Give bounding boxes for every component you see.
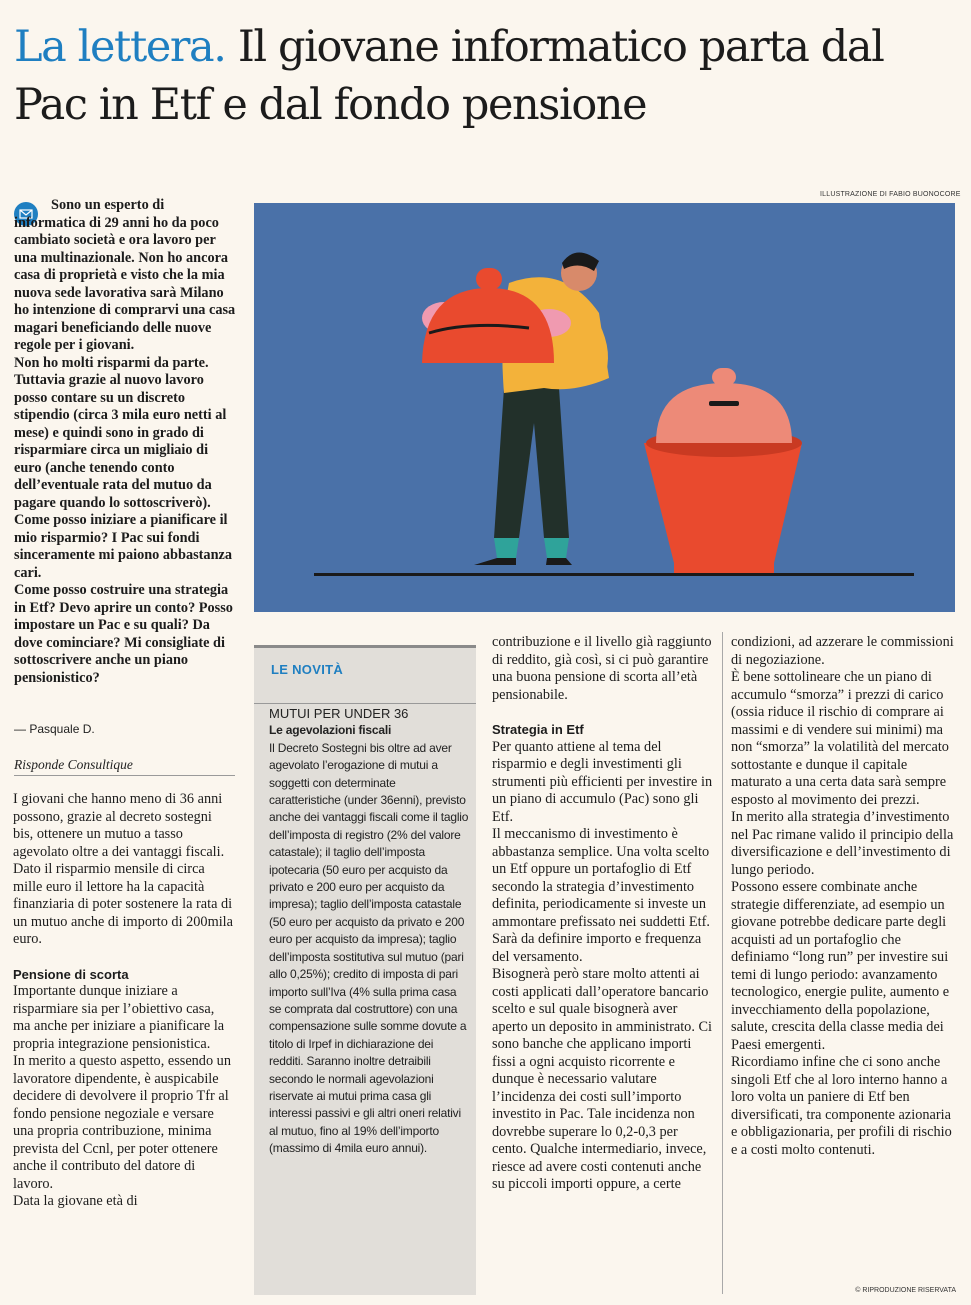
letter-paragraph: Sono un esperto di informatica di 29 anni ho da poco cambiato società e ora lavoro per una multinazionale. Non ho ancora casa di proprietà e visto che la mia nuova sede lavorativa sarà Milano ho intenzione di comprarvi una casa magari beneficiando delle nuove regole per i giovani.	[14, 197, 236, 353]
headline-title: Il giovane informatico parta dal Pac in Etf e dal fondo pensione	[14, 22, 884, 130]
letter-signature: — Pasquale D.	[14, 722, 95, 736]
answer-paragraph: Bisognerà però stare molto attenti ai costi applicati dall’operatore bancario scelto e sul quale bisognerà aver aperto un deposito in amministrato. Ci sono banche che applicano importi fissi a ogni acquisto ricorrente e dunque è necessario valutare l’incidenza dei costi sull’importo investito in Pac. Tale incidenza non dovrebbe superare lo 0,2-0,3 per cento. Qualche intermediario, invece, riesce ad avere costi contenuti anche su piccoli importi oppure, a certe	[492, 966, 712, 1192]
answer-byline: Risponde Consultique	[14, 757, 235, 776]
illustration	[254, 203, 955, 612]
answer-paragraph: Sarà da definire importo e frequenza del versamento.	[492, 931, 702, 965]
answer-paragraph: Ricordiamo infine che ci sono anche singoli Etf che al loro interno hanno a loro volta un paniere di Etf ben diversificati, tra componente azionaria e obbligazionaria, per profili di rischio e a costi molto contenuti.	[731, 1054, 952, 1158]
sidebar-text: Il Decreto Sostegni bis oltre ad aver agevolato l’erogazione di mutui a soggetti con determinate caratteristiche (under 36enni), previsto anche dei vantaggi fiscali come il taglio dell’imposta di registro (2% del valore catastale); il taglio dell’imposta ipotecaria (50 euro per acquisto da privato e 200 euro per acquisto da impresa); taglio dell’imposta catastale (50 euro per acquisto da privato e 200 euro per acquisto da impresa); taglio dell’imposta sostitutiva sul mutuo (pari allo 0,25%); credito di imposta di pari importo sull’Iva (4% sulla prima casa se comprata dal costruttore) con una compensazione sulle somme dovute a titolo di Irpef in dichiarazione dei redditi. Saranno inoltre detraibili secondo le normali agevolazioni riservate ai mutui prima casa gli interessi passivi e gli altri oneri relativi al mutuo, fino al 19% dell’importo (massimo di 4mila euro annui).	[269, 740, 469, 1156]
sidebar-subtitle: Le agevolazioni fiscali	[269, 723, 392, 738]
answer-paragraph: contribuzione e il livello già raggiunto di reddito, già così, si ci può garantire una buona pensione di scorta all’età pensionabile.	[492, 634, 712, 703]
answer-paragraph: I giovani che hanno meno di 36 anni possono, grazie al decreto sostegni bis, ottenere un mutuo a tasso agevolato oltre a dei vantaggi fiscali.	[13, 791, 225, 860]
answer-paragraph: Il meccanismo di investimento è abbastanza semplice. Una volta scelto un Etf oppure un portafoglio di Etf secondo la strategia d’investimento definita, periodicamente si investe un ammontare prefissato nei suddetti Etf.	[492, 826, 710, 930]
answer-paragraph: Dato il risparmio mensile di circa mille euro il lettore ha la capacità finanziaria di poter sostenere la rata di un mutuo anche di importo di 200mila euro.	[13, 861, 233, 947]
answer-paragraph: In merito a questo aspetto, essendo un lavoratore dipendente, è auspicabile decidere di devolvere il proprio Tfr al fondo pensione negoziale e versare una propria contribuzione, minima prevista del Ccnl, per poter ottenere anche il contributo del datore di lavoro.	[13, 1053, 231, 1192]
answer-column-3	[492, 634, 714, 1194]
headline	[14, 18, 964, 134]
answer-paragraph: Importante dunque iniziare a risparmiare sia per l’obiettivo casa, ma anche per iniziare a pianificare la propria integrazione pensionistica.	[13, 983, 225, 1052]
answer-column-4	[731, 634, 956, 1159]
column-divider	[722, 632, 723, 1294]
sidebar-box	[254, 645, 476, 1295]
answer-paragraph: condizioni, ad azzerare le commissioni di negoziazione.	[731, 634, 954, 668]
letter-paragraph: Come posso iniziare a pianificare il mio risparmio? I Pac sui fondi sinceramente mi paiono abbastanza cari.	[14, 512, 233, 581]
letter-paragraph: Non ho molti risparmi da parte. Tuttavia grazie al nuovo lavoro posso contare su un discreto stipendio (circa 3 mila euro netti al mese) e quindi sono in grado di risparmiare circa un migliaio di euro (anche tenendo conto dell’eventuale rata del mutuo da pagare quando lo sottoscriverò).	[14, 354, 227, 511]
sidebar-tag: LE NOVITÀ	[271, 662, 344, 677]
answer-paragraph: È bene sottolineare che un piano di accumulo “smorza” i prezzi di carico (ossia riduce il rischio di comprare ai massimi e di vendere sui minimi) ma non “smorza” la volatilità del mercato sottostante e dunque il capitale maturato a una certa data sarà sempre esposto al movimento dei prezzi.	[731, 669, 949, 808]
reader-letter	[14, 197, 237, 687]
headline-kicker: La lettera.	[14, 22, 226, 72]
answer-column-1	[13, 791, 235, 1211]
illustration-credit: ILLUSTRAZIONE DI FABIO BUONOCORE	[820, 191, 961, 198]
answer-paragraph: In merito alla strategia d’investimento nel Pac rimane valido il principio della diversificazione e dell’investimento di lungo periodo.	[731, 809, 954, 878]
answer-paragraph: Possono essere combinate anche strategie differenziate, ad esempio un giovane potrebbe dedicare parte degli acquisti ad un portafoglio che definiamo “long run” per investire sui temi di lungo periodo: avanzamento tecnologico, energie pulite, aumento e invecchiamento della popolazione, salute, crescita della classe media dei Paesi emergenti.	[731, 879, 950, 1053]
sidebar-title: MUTUI PER UNDER 36	[269, 706, 409, 721]
letter-paragraph: Come posso costruire una strategia in Etf? Devo aprire un conto? Posso impostare un Pac e su quali? Da dove cominciare? Mi consigliate di sottoscrivere anche un piano pensionistico?	[14, 582, 233, 686]
answer-paragraph: Per quanto attiene al tema del risparmio e degli investimenti gli strumenti più efficienti per investire in un piano di accumulo (Pac) sono gli Etf.	[492, 738, 713, 825]
answer-paragraph: Data la giovane età di	[13, 1193, 138, 1209]
copyright-notice: © RIPRODUZIONE RISERVATA	[855, 1287, 956, 1294]
sidebar-body	[269, 705, 469, 1158]
section-heading: Pensione di scorta	[13, 966, 129, 982]
section-heading: Strategia in Etf	[492, 722, 584, 737]
